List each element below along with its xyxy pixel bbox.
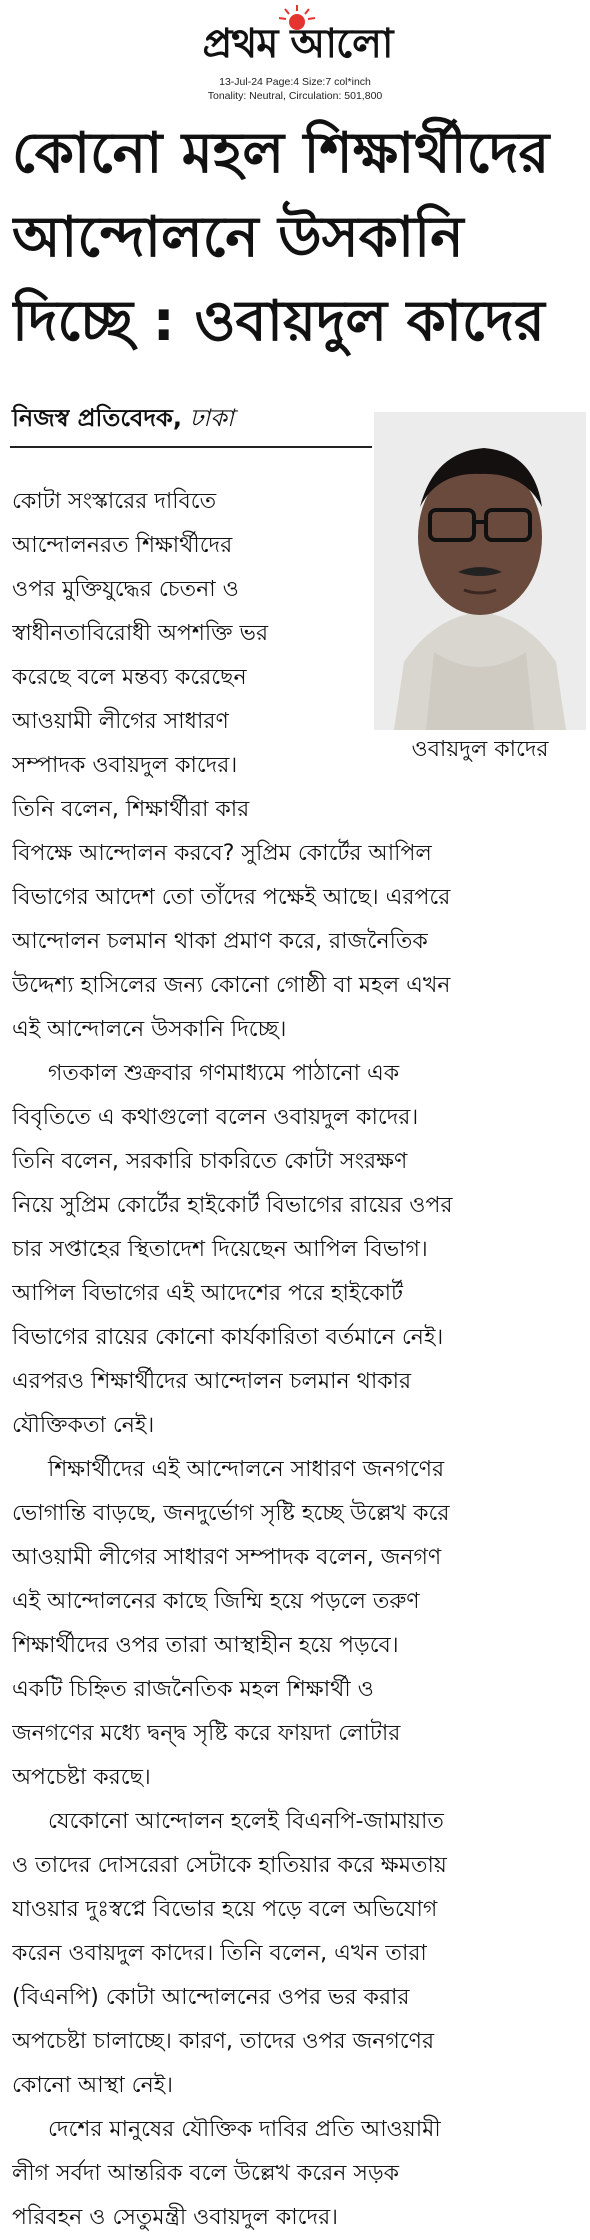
body-line: গতকাল শুক্রবার গণমাধ্যমে পাঠানো এক [48, 1061, 400, 1086]
body-line: এই আন্দোলনে উসকানি দিচ্ছে। [12, 1017, 287, 1042]
logo-text: প্রথম আলো [202, 21, 393, 67]
byline-city: ঢাকা [189, 404, 234, 432]
body-line: চার সপ্তাহের স্থিতাদেশ দিয়েছেন আপিল বিভাগ। [12, 1237, 428, 1262]
headline-line-2: আন্দোলনে উসকানি [12, 205, 464, 270]
byline-reporter: নিজস্ব প্রতিবেদক, [12, 404, 182, 432]
headline-line-3: দিচ্ছে : ওবায়দুল কাদের [12, 289, 545, 354]
body-line: উদ্দেশ্য হাসিলের জন্য কোনো গোষ্ঠী বা মহল এখন [12, 973, 451, 998]
body-line: আন্দোলনরত শিক্ষার্থীদের [12, 533, 233, 558]
body-line: আওয়ামী লীগের সাধারণ সম্পাদক বলেন, জনগণ [12, 1545, 442, 1570]
body-line: আপিল বিভাগের এই আদেশের পরে হাইকোর্ট [12, 1281, 403, 1306]
body-line: একটি চিহ্নিত রাজনৈতিক মহল শিক্ষার্থী ও [12, 1677, 374, 1702]
body-line: জনগণের মধ্যে দ্বন্দ্ব সৃষ্টি করে ফায়দা লোটার [12, 1721, 401, 1746]
body-line: ভোগান্তি বাড়ছে, জনদুর্ভোগ সৃষ্টি হচ্ছে উল্লেখ করে [12, 1501, 450, 1526]
date-line: 13-Jul-24 Page:4 Size:7 col*inch [219, 76, 371, 88]
article-body-full [12, 832, 578, 2240]
body-line: করেছে বলে মন্তব্য করেছেন [12, 665, 247, 690]
body-line: শিক্ষার্থীদের এই আন্দোলনে সাধারণ জনগণের [48, 1457, 445, 1482]
body-line: পরিবহন ও সেতুমন্ত্রী ওবায়দুল কাদের। [12, 2205, 339, 2230]
body-line: তিনি বলেন, সরকারি চাকরিতে কোটা সংরক্ষণ [12, 1149, 408, 1174]
body-line: যাওয়ার দুঃস্বপ্নে বিভোর হয়ে পড়ে বলে অভিযোগ [12, 1897, 438, 1922]
body-line: যেকোনো আন্দোলন হলেই বিএনপি-জামায়াত [48, 1809, 444, 1834]
body-line: এরপরও শিক্ষার্থীদের আন্দোলন চলমান থাকার [12, 1369, 412, 1394]
body-line: করেন ওবায়দুল কাদের। তিনি বলেন, এখন তারা [12, 1941, 427, 1966]
headline [12, 112, 578, 364]
prothom-alo-logo [165, 4, 430, 68]
body-line: বিভাগের আদেশ তো তাঁদের পক্ষেই আছে। এরপরে [12, 885, 451, 910]
body-line: বিবৃতিতে এ কথাগুলো বলেন ওবায়দুল কাদের। [12, 1105, 419, 1130]
headline-line-1: কোনো মহল শিক্ষার্থীদের [12, 121, 550, 186]
masthead [0, 4, 590, 104]
photo-caption: ওবায়দুল কাদের [411, 737, 549, 762]
body-line: স্বাধীনতাবিরোধী অপশক্তি ভর [12, 621, 269, 646]
body-line: লীগ সর্বদা আন্তরিক বলে উল্লেখ করেন সড়ক [12, 2161, 400, 2186]
body-line: ও তাদের দোসরেরা সেটাকে হাতিয়ার করে ক্ষমতায় [12, 1853, 447, 1878]
body-line: ওপর মুক্তিযুদ্ধের চেতনা ও [12, 577, 239, 602]
body-line: দেশের মানুষের যৌক্তিক দাবির প্রতি আওয়ামী [48, 2117, 441, 2142]
body-line: বিভাগের রায়ের কোনো কার্যকারিতা বর্তমানে নেই। [12, 1325, 444, 1350]
byline [12, 400, 372, 440]
body-line: যৌক্তিকতা নেই। [12, 1413, 155, 1438]
body-line: অপচেষ্টা চালাচ্ছে। কারণ, তাদের ওপর জনগণের [12, 2029, 435, 2054]
body-line: সম্পাদক ওবায়দুল কাদের। [12, 753, 238, 778]
body-line: বিপক্ষে আন্দোলন করবে? সুপ্রিম কোর্টের আপিল [12, 841, 432, 866]
body-line: কোনো আস্থা নেই। [12, 2073, 174, 2098]
byline-rule [10, 446, 372, 448]
body-line: (বিএনপি) কোটা আন্দোলনের ওপর ভর করার [12, 1985, 410, 2010]
body-line: তিনি বলেন, শিক্ষার্থীরা কার [12, 797, 250, 822]
body-line: অপচেষ্টা করছে। [12, 1765, 151, 1790]
body-line: কোটা সংস্কারের দাবিতে [12, 489, 217, 514]
body-line: আওয়ামী লীগের সাধারণ [12, 709, 229, 734]
body-line: আন্দোলন চলমান থাকা প্রমাণ করে, রাজনৈতিক [12, 929, 428, 954]
body-line: এই আন্দোলনের কাছে জিম্মি হয়ে পড়লে তরুণ [12, 1589, 420, 1614]
body-line: শিক্ষার্থীদের ওপর তারা আস্থাহীন হয়ে পড়বে। [12, 1633, 399, 1658]
article-body-narrow [12, 480, 578, 832]
body-line: নিয়ে সুপ্রিম কোর্টের হাইকোর্ট বিভাগের রায়ের ওপর [12, 1193, 453, 1218]
circulation-line: Tonality: Neutral, Circulation: 501,800 [207, 90, 383, 102]
